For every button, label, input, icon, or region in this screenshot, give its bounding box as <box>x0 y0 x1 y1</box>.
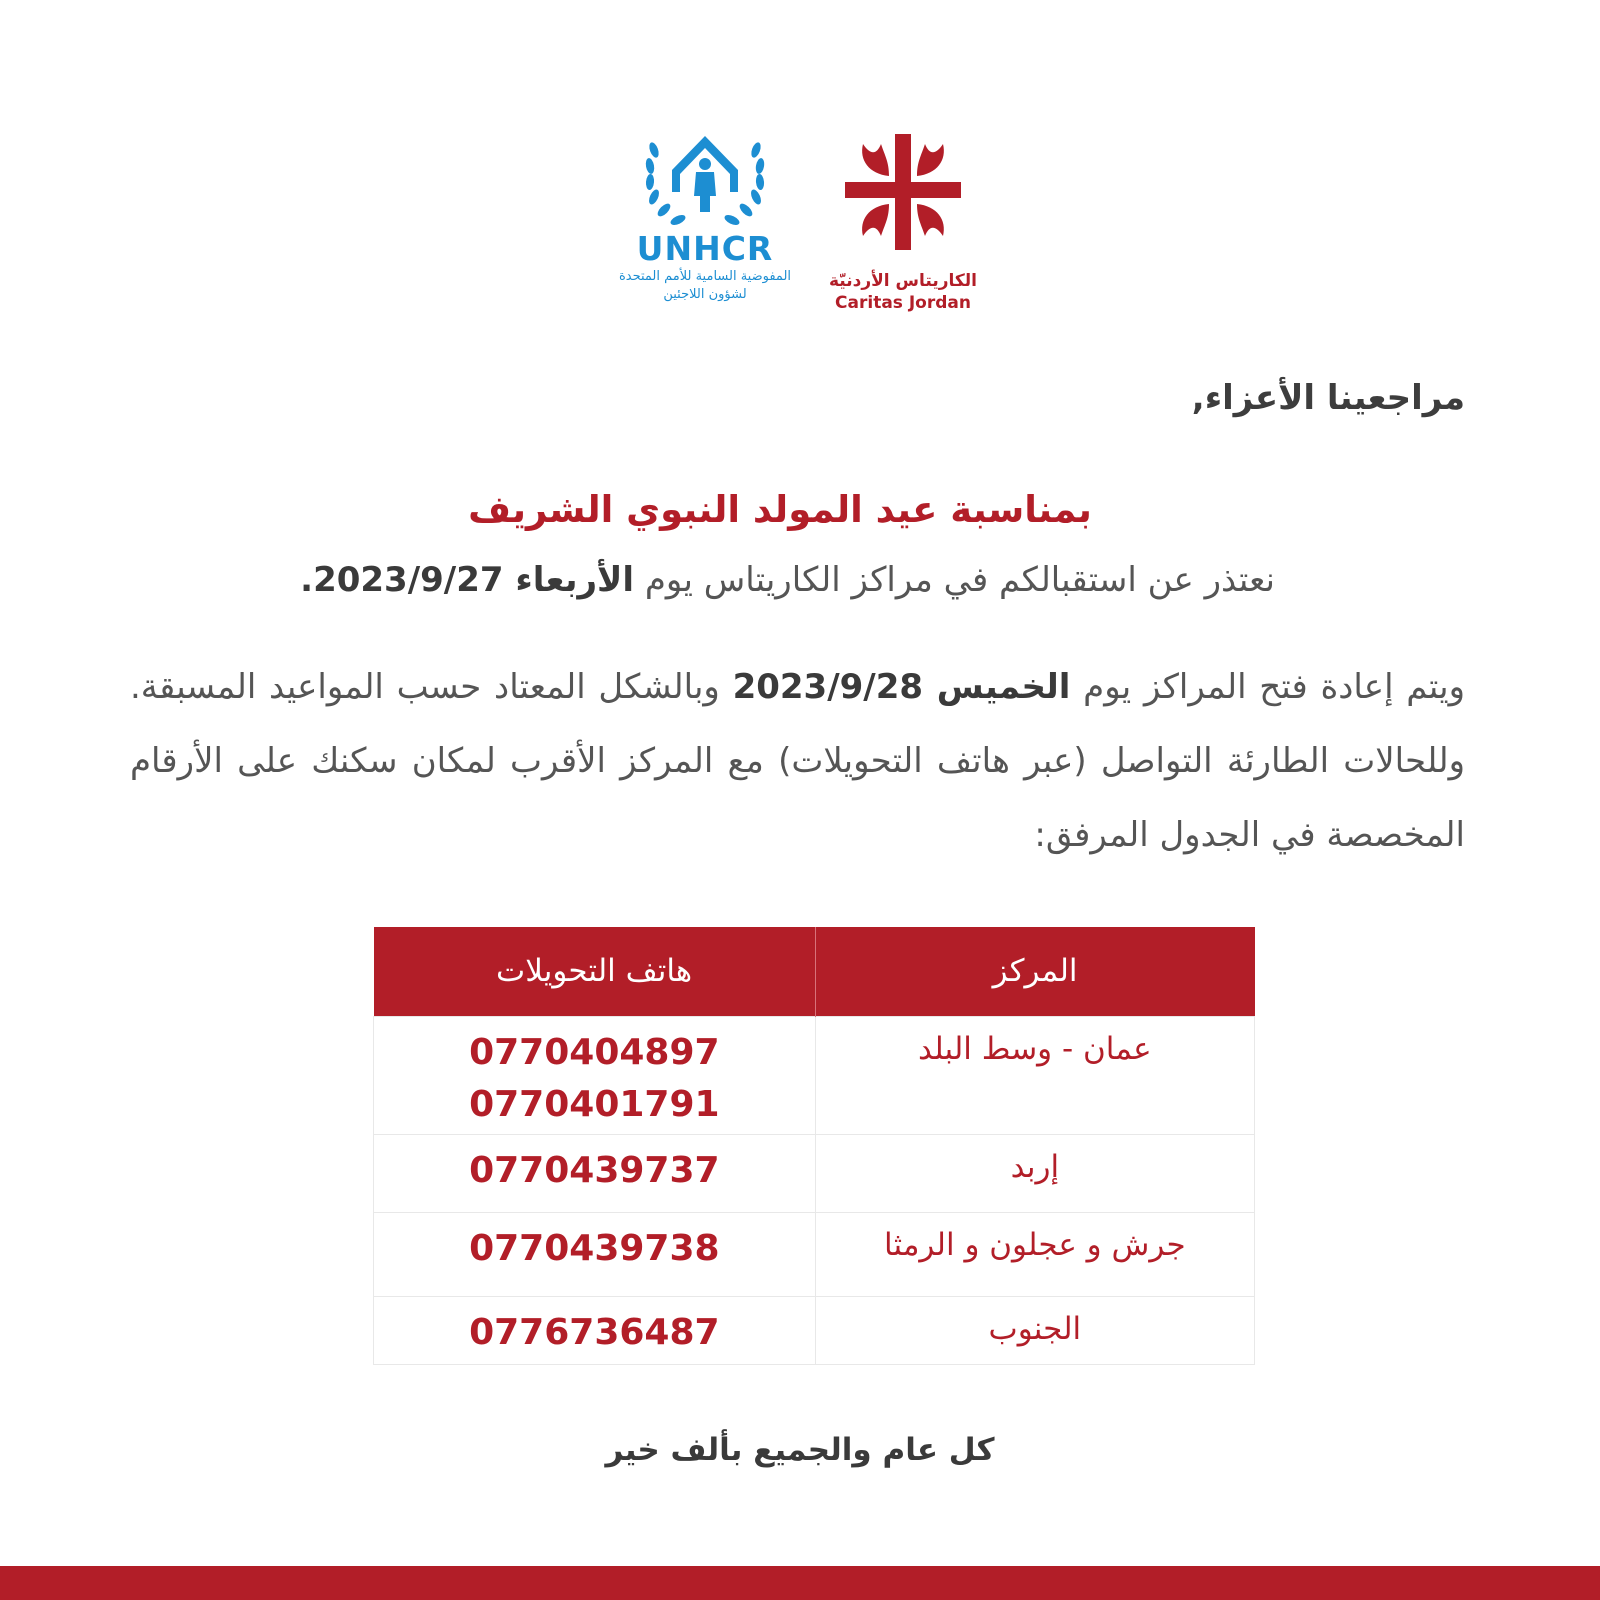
table-header-row <box>374 927 1255 1016</box>
phone-number: 0776736487 <box>469 1311 720 1353</box>
reopen-paragraph <box>130 650 1465 872</box>
center-name: إربد <box>815 1134 1254 1212</box>
closing-greeting: كل عام والجميع بألف خير <box>605 1432 995 1468</box>
phone-cell <box>374 1134 816 1212</box>
centers-table <box>373 927 1255 1365</box>
header-center: المركز <box>815 927 1254 1016</box>
unhcr-arabic-line2: لشؤون اللاجئين <box>663 287 747 302</box>
phone-number: 0770439737 <box>469 1149 720 1191</box>
caritas-english-name: Caritas Jordan <box>835 293 971 313</box>
apology-day: الأربعاء 2023/9/27. <box>300 560 635 600</box>
phone-cell <box>374 1212 816 1296</box>
unhcr-arabic-line1: المفوضية السامية للأمم المتحدة <box>618 269 792 284</box>
phone-number: 0770401791 <box>469 1083 720 1125</box>
center-name: جرش و عجلون و الرمثا <box>815 1212 1254 1296</box>
occasion-title: بمناسبة عيد المولد النبوي الشريف <box>468 488 1092 531</box>
table-row <box>374 1134 1255 1212</box>
reopen-text-end: وبالشكل المعتاد حسب المواعيد المسبقة. وللحالات الطارئة التواصل (عبر هاتف التحويلات) مع المركز الأقرب لمكان سكنك على الأرقام المخصصة في الجدول المرفق: <box>130 667 1465 855</box>
greeting: مراجعينا الأعزاء, <box>1191 378 1465 418</box>
caritas-logo <box>828 130 978 320</box>
caritas-arabic-name: الكاريتاس الأردنيّة <box>829 271 977 291</box>
unhcr-emblem-icon <box>640 130 770 230</box>
caritas-cross-icon <box>841 130 965 254</box>
unhcr-logo <box>605 130 805 320</box>
phone-number: 0770404897 <box>469 1031 720 1073</box>
center-name: عمان - وسط البلد <box>815 1016 1254 1134</box>
reopen-text-start: ويتم إعادة فتح المراكز يوم <box>1070 667 1466 707</box>
unhcr-name: UNHCR <box>636 229 774 268</box>
reopen-day: الخميس 2023/9/28 <box>732 667 1071 707</box>
center-name: الجنوب <box>815 1296 1254 1364</box>
phone-number: 0770439738 <box>469 1227 720 1269</box>
table-row <box>374 1016 1255 1134</box>
phone-cell <box>374 1016 816 1134</box>
footer-bar <box>0 1566 1600 1600</box>
table-row <box>374 1296 1255 1364</box>
phone-cell <box>374 1296 816 1364</box>
apology-text: نعتذر عن استقبالكم في مراكز الكاريتاس يوم <box>634 560 1275 600</box>
apology-paragraph <box>300 560 1275 600</box>
header-phone: هاتف التحويلات <box>374 927 816 1016</box>
table-row <box>374 1212 1255 1296</box>
